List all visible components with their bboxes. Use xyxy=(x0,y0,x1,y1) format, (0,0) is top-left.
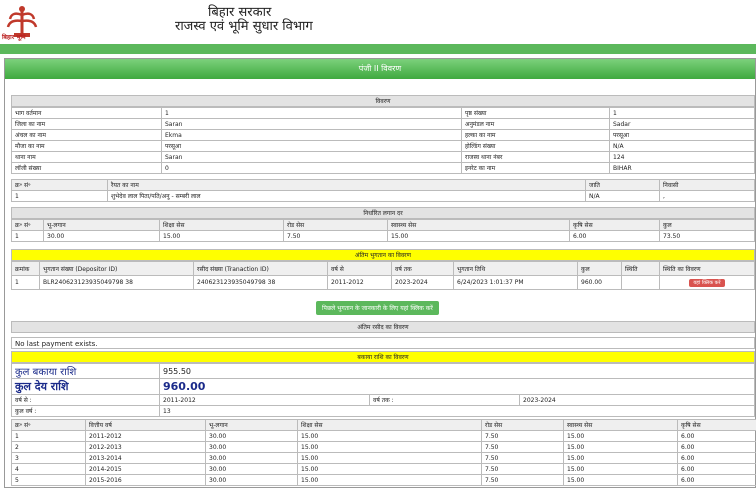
details-row xyxy=(12,119,755,130)
col-header: स्थिति का विवरण xyxy=(660,262,755,276)
table-cell: 30.00 xyxy=(206,442,298,453)
table-cell: 6/24/2023 1:01:37 PM xyxy=(454,276,578,290)
field-value: 124 xyxy=(610,152,755,163)
details-row xyxy=(12,141,755,152)
field-label: मौजा का नाम xyxy=(12,141,162,152)
col-header: वर्ष से xyxy=(328,262,392,276)
field-value: 1 xyxy=(162,108,462,119)
col-header: कुल xyxy=(578,262,622,276)
table-cell: , xyxy=(660,191,755,202)
col-header: भू-लगान xyxy=(206,420,298,431)
details-row xyxy=(12,130,755,141)
dept-title: राजस्व एवं भूमि सुधार विभाग xyxy=(175,16,313,34)
table-cell: 6.00 xyxy=(678,453,756,464)
col-header: क्रमांक xyxy=(12,262,40,276)
col-header: शिक्षा सेस xyxy=(298,420,482,431)
last-payment-title: अंतिम भुगतान का विवरण xyxy=(11,249,755,261)
raiyat-section xyxy=(11,179,755,202)
table-cell: 5 xyxy=(12,475,86,486)
col-header: स्थिति xyxy=(622,262,660,276)
table-cell: 15.00 xyxy=(298,442,482,453)
field-label: हल्का का नाम xyxy=(462,130,610,141)
table-cell: 6.00 xyxy=(678,442,756,453)
table-cell xyxy=(622,276,660,290)
no-payment-message: No last payment exists. xyxy=(11,337,755,349)
details-row xyxy=(12,108,755,119)
col-header: रसीद संख्या (Tranaction ID) xyxy=(194,262,328,276)
table-cell: 960.00 xyxy=(578,276,622,290)
col-header: स्वास्थ्य सेस xyxy=(388,220,570,231)
field-label: इनरेट का नाम xyxy=(462,163,610,174)
rent-table xyxy=(11,219,755,242)
logo-caption: बिहार भूमि xyxy=(2,33,26,41)
table-cell: 6.00 xyxy=(678,464,756,475)
table-cell: 15.00 xyxy=(564,464,678,475)
col-header: क्र॰ सं॰ xyxy=(12,180,108,191)
table-cell: 73.50 xyxy=(660,231,755,242)
year-from-label: वर्ष से : xyxy=(12,395,160,406)
table-cell: 30.00 xyxy=(206,453,298,464)
col-header: भुगतान संख्या (Depositor ID) xyxy=(40,262,194,276)
col-header: वर्ष तक xyxy=(392,262,454,276)
col-header: रैयत का नाम xyxy=(108,180,586,191)
table-cell: 1 xyxy=(12,431,86,442)
table-cell: 7.50 xyxy=(482,453,564,464)
table-cell: 1 xyxy=(12,276,40,290)
table-cell: 1 xyxy=(12,231,44,242)
last-receipt-section xyxy=(11,321,755,349)
total-due-label: कुल बकाया राशि xyxy=(12,364,160,379)
year-to-value: 2023-2024 xyxy=(520,395,755,406)
panel-title: पंजी II विवरण xyxy=(5,59,755,79)
col-header: शिक्षा सेस xyxy=(160,220,284,231)
details-title: विवरण xyxy=(11,95,755,107)
table-cell: 240623123935049798 38 xyxy=(194,276,328,290)
col-header: वित्तीय वर्ष xyxy=(86,420,206,431)
table-cell: 2015-2016 xyxy=(86,475,206,486)
year-from-value: 2011-2012 xyxy=(160,395,370,406)
table-cell: 15.00 xyxy=(160,231,284,242)
table-cell: 2011-2012 xyxy=(86,431,206,442)
details-section xyxy=(11,95,755,174)
table-cell: 7.50 xyxy=(482,431,564,442)
govt-title: बिहार सरकार xyxy=(208,2,271,20)
raiyat-table xyxy=(11,179,755,202)
field-label: थाना नाम xyxy=(12,152,162,163)
field-value: Ekma xyxy=(162,130,462,141)
field-value: 1 xyxy=(610,108,755,119)
field-label: अनुमंडल नाम xyxy=(462,119,610,130)
col-header: क्र॰ सं॰ xyxy=(12,220,44,231)
field-value: परसूआ xyxy=(610,130,755,141)
table-cell: 30.00 xyxy=(44,231,160,242)
col-header: रोड सेस xyxy=(482,420,564,431)
field-label: जिला का नाम xyxy=(12,119,162,130)
table-cell: 15.00 xyxy=(564,431,678,442)
details-row xyxy=(12,152,755,163)
table-cell: शुभेदेव लाल पिता/पति/अनु - सम्बरी लाल xyxy=(108,191,586,202)
dues-table xyxy=(11,419,756,486)
table-cell: N/A xyxy=(586,191,660,202)
field-value: 0 xyxy=(162,163,462,174)
table-cell: 15.00 xyxy=(298,475,482,486)
year-to-label: वर्ष तक : xyxy=(370,395,520,406)
col-header: निवासी xyxy=(660,180,755,191)
last-receipt-title: अंतिम रसीद का विवरण xyxy=(11,321,755,333)
table-cell: 6.00 xyxy=(678,475,756,486)
last-payment-table xyxy=(11,261,755,290)
details-row xyxy=(12,163,755,174)
total-years-value: 13 xyxy=(160,406,755,417)
table-cell: 15.00 xyxy=(564,453,678,464)
table-row xyxy=(12,475,756,486)
total-due-value: 955.50 xyxy=(160,364,755,379)
col-header: कुल xyxy=(660,220,755,231)
table-cell: 2013-2014 xyxy=(86,453,206,464)
table-cell: 7.50 xyxy=(284,231,388,242)
table-cell: 2011-2012 xyxy=(328,276,392,290)
col-header: भू-लगान xyxy=(44,220,160,231)
table-cell: 3 xyxy=(12,453,86,464)
register-panel xyxy=(4,58,756,488)
status-detail-cell xyxy=(660,276,755,290)
field-label: पृष्ठ संख्या xyxy=(462,108,610,119)
table-cell: 7.50 xyxy=(482,464,564,475)
table-cell: 6.00 xyxy=(678,431,756,442)
table-cell: BLR240623123935049798 38 xyxy=(40,276,194,290)
col-header: कृषि सेस xyxy=(678,420,756,431)
col-header: भुगतान तिथि xyxy=(454,262,578,276)
table-cell: 30.00 xyxy=(206,431,298,442)
col-header: स्वास्थ्य सेस xyxy=(564,420,678,431)
table-cell: 30.00 xyxy=(206,475,298,486)
table-row xyxy=(12,431,756,442)
total-years-label: कुल वर्ष : xyxy=(12,406,160,417)
table-cell: 15.00 xyxy=(388,231,570,242)
total-payable-label: कुल देय राशि xyxy=(12,379,160,395)
table-row xyxy=(12,453,756,464)
field-value: Sadar xyxy=(610,119,755,130)
previous-payments-button[interactable]: पिछले भुगतान के जानकारी के लिए यहां क्लिक करें xyxy=(316,301,439,315)
table-cell: 15.00 xyxy=(298,453,482,464)
table-cell: 6.00 xyxy=(570,231,660,242)
table-cell: 2 xyxy=(12,442,86,453)
table-cell: 15.00 xyxy=(298,464,482,475)
col-header: जाति xyxy=(586,180,660,191)
table-cell: 15.00 xyxy=(298,431,482,442)
table-cell: 15.00 xyxy=(564,475,678,486)
page-header xyxy=(0,0,756,44)
col-header: क्र॰ सं॰ xyxy=(12,420,86,431)
field-value: Saran xyxy=(162,119,462,130)
rent-section xyxy=(11,207,755,242)
table-cell: 7.50 xyxy=(482,475,564,486)
field-label: होल्डिंग संख्या xyxy=(462,141,610,152)
field-value: परसूआ xyxy=(162,141,462,152)
table-cell: 30.00 xyxy=(206,464,298,475)
field-label: लॉजी संख्या xyxy=(12,163,162,174)
table-cell: 7.50 xyxy=(482,442,564,453)
col-header: कृषि सेस xyxy=(570,220,660,231)
table-cell: 2014-2015 xyxy=(86,464,206,475)
table-cell: 2023-2024 xyxy=(392,276,454,290)
table-cell: 2012-2013 xyxy=(86,442,206,453)
col-header: रोड सेस xyxy=(284,220,388,231)
field-value: BIHAR xyxy=(610,163,755,174)
field-label: भाग वर्तमान xyxy=(12,108,162,119)
dues-section xyxy=(11,351,755,486)
rent-title: निर्धारित लगान दर xyxy=(11,207,755,219)
table-row xyxy=(12,464,756,475)
table-row xyxy=(12,442,756,453)
last-payment-section xyxy=(11,249,755,290)
total-payable-value: 960.00 xyxy=(160,379,755,395)
field-label: राजस्व थाना नंबर xyxy=(462,152,610,163)
field-value: N/A xyxy=(610,141,755,152)
field-label: अंचल का नाम xyxy=(12,130,162,141)
details-table xyxy=(11,107,755,174)
header-divider xyxy=(0,44,756,54)
field-value: Saran xyxy=(162,152,462,163)
table-cell: 4 xyxy=(12,464,86,475)
table-cell: 1 xyxy=(12,191,108,202)
status-detail-button[interactable]: यहां क्लिक करें xyxy=(689,279,724,287)
table-cell: 15.00 xyxy=(564,442,678,453)
dues-summary-table xyxy=(11,363,755,417)
dues-title: बकाया राशि का विवरण xyxy=(11,351,755,363)
